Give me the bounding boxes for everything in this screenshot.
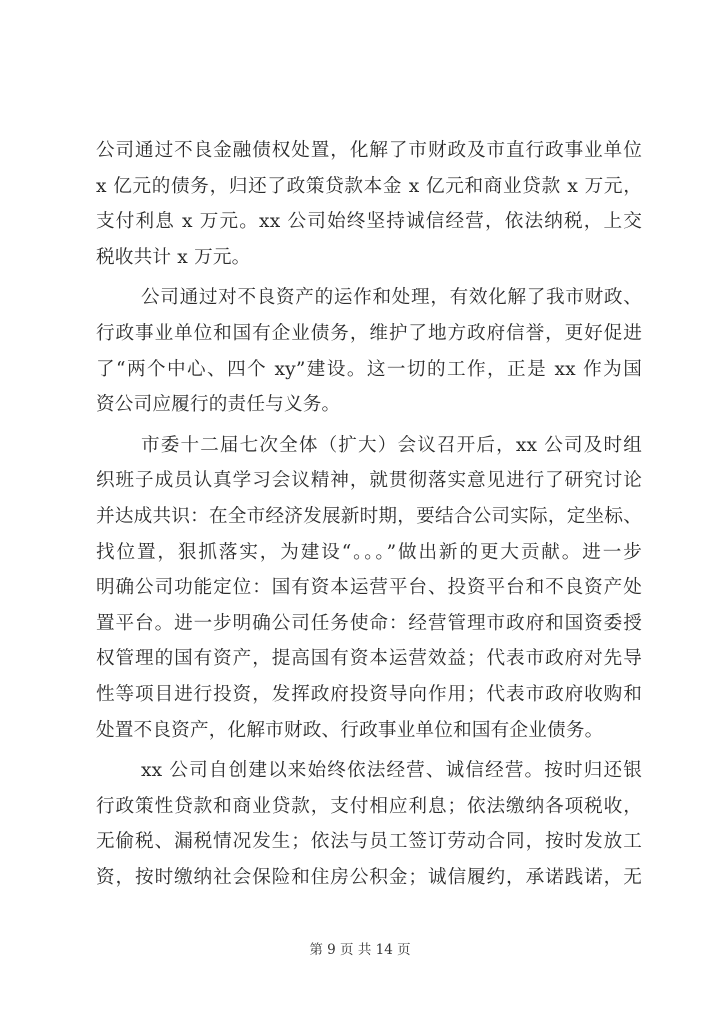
paragraph-3 xyxy=(96,428,642,748)
text-line: 税收共计 x 万元。 xyxy=(96,246,251,268)
text-line: 无偷税、漏税情况发生；依法与员工签订劳动合同，按时发放工 xyxy=(96,831,642,853)
text-line: 公司通过不良金融债权处置，化解了市财政及市直行政事业单位 xyxy=(96,140,642,161)
text-line: 了“两个中心、四个 xy”建设。这一切的工作，正是 xx 作为国 xyxy=(96,358,642,380)
text-line: 权管理的国有资产，提高国有资本运营效益；代表市政府对先导 xyxy=(96,648,642,670)
text-line: x 亿元的债务，归还了政策贷款本金 x 亿元和商业贷款 x 万元， xyxy=(96,175,642,197)
paragraph-2 xyxy=(96,280,642,422)
text-line: 资公司应履行的责任与义务。 xyxy=(96,394,341,416)
text-line: 并达成共识：在全市经济发展新时期，要结合公司实际，定坐标、 xyxy=(96,505,642,527)
text-line: 织班子成员认真学习会议精神，就贯彻落实意见进行了研究讨论 xyxy=(96,470,642,492)
page-number-footer: 第 9 页 共 14 页 xyxy=(309,942,411,958)
document-body xyxy=(96,133,642,895)
text-line: 置平台。进一步明确公司任务使命：经营管理市政府和国资委授 xyxy=(96,612,642,634)
text-line: 支付利息 x 万元。xx 公司始终坚持诚信经营，依法纳税，上交 xyxy=(96,211,642,233)
text-line: 性等项目进行投资，发挥政府投资导向作用；代表市政府收购和 xyxy=(96,683,642,705)
text-line: 找位置，狠抓落实，为建设“。。。”做出新的更大贡献。进一步 xyxy=(96,541,642,563)
text-line: 公司通过对不良资产的运作和处理，有效化解了我市财政、 xyxy=(141,287,642,309)
text-line: 行政策性贷款和商业贷款，支付相应利息；依法缴纳各项税收， xyxy=(96,795,642,817)
text-line: 明确公司功能定位：国有资本运营平台、投资平台和不良资产处 xyxy=(96,577,642,599)
text-line: xx 公司自创建以来始终依法经营、诚信经营。按时归还银 xyxy=(141,760,642,782)
paragraph-1 xyxy=(96,133,642,275)
text-line: 资，按时缴纳社会保险和住房公积金；诚信履约，承诺践诺，无 xyxy=(96,866,642,888)
paragraph-4 xyxy=(96,753,642,895)
text-line: 行政事业单位和国有企业债务，维护了地方政府信誉，更好促进 xyxy=(96,322,642,344)
text-line: 市委十二届七次全体（扩大）会议召开后，xx 公司及时组 xyxy=(141,434,642,456)
text-line: 处置不良资产，化解市财政、行政事业单位和国有企业债务。 xyxy=(96,719,604,741)
